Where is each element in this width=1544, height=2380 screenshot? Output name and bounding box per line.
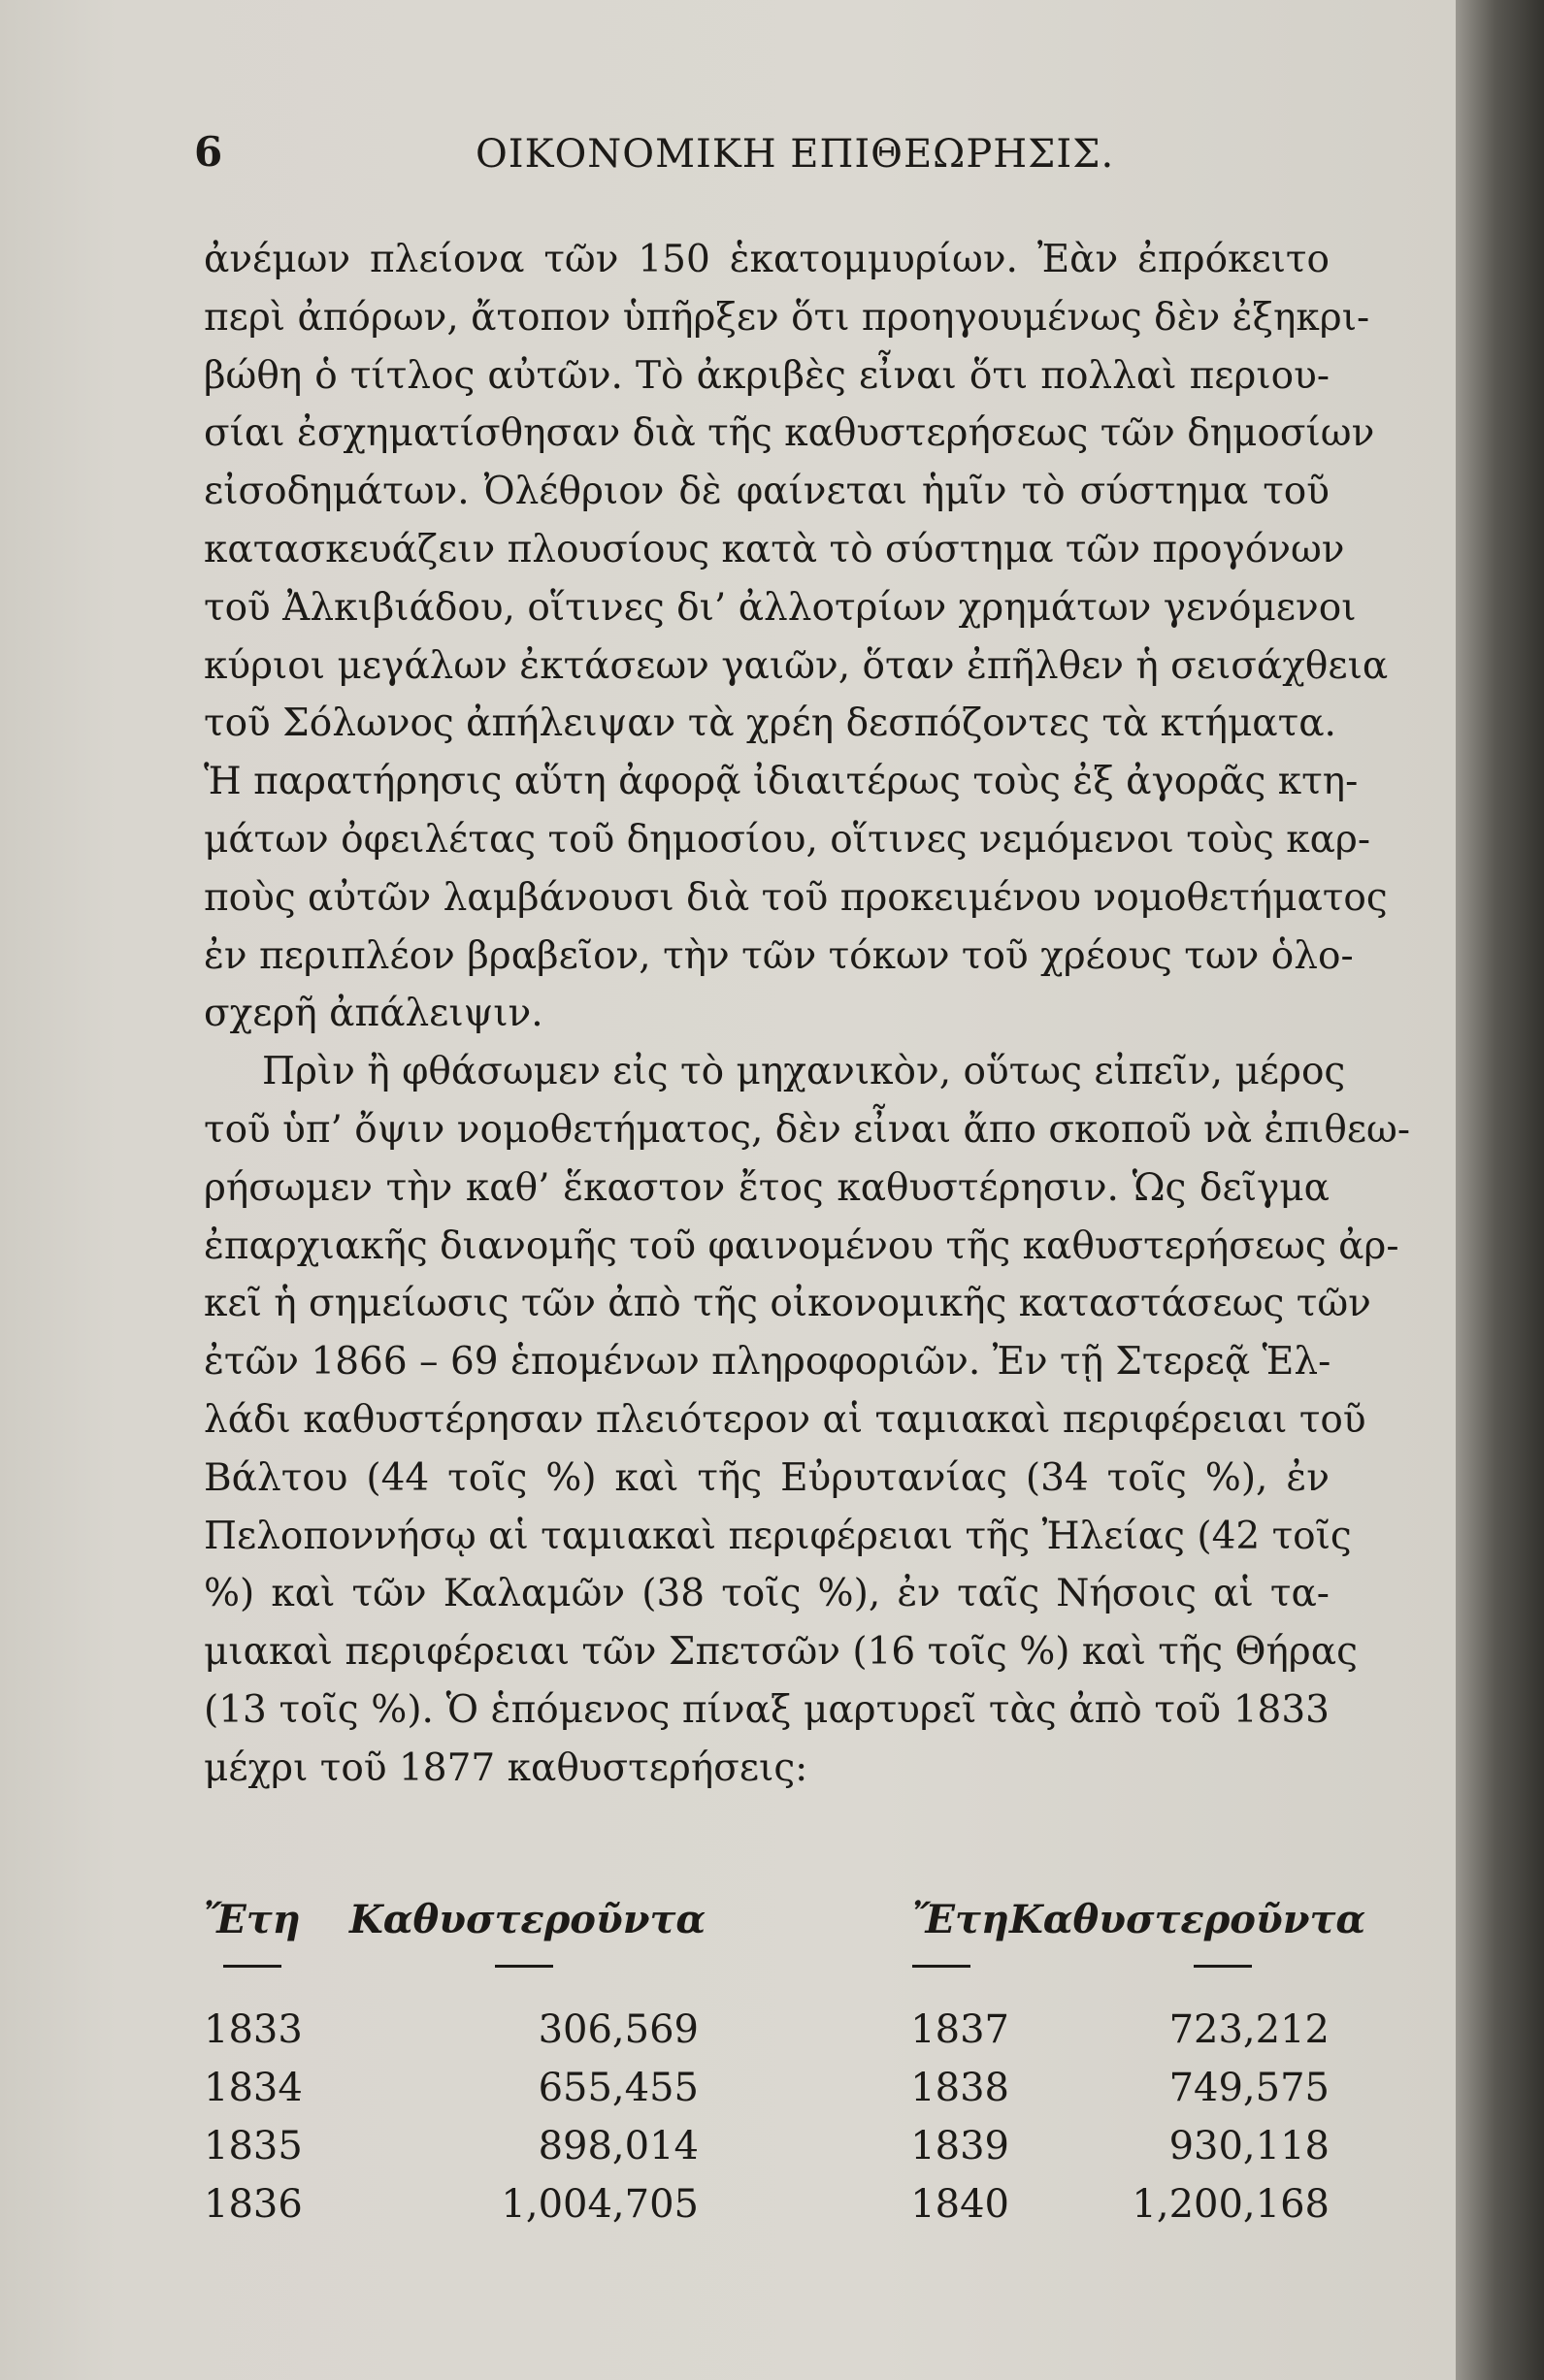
- text-line: μέχρι τοῦ 1877 καθυστερήσεις:: [204, 1745, 808, 1790]
- header-rule: [912, 1965, 970, 1968]
- cell-year: 1836: [204, 2182, 303, 2227]
- header-arrears-2: Καθυστεροῦντα: [1009, 1897, 1366, 1942]
- cell-amount: 1,004,705: [501, 2182, 699, 2227]
- cell-amount: 1,200,168: [1132, 2182, 1330, 2227]
- table-header-row: [204, 1897, 1366, 1955]
- cell-amount: 723,212: [1168, 2007, 1330, 2052]
- text-line: (13 τοῖς %). Ὁ ἑπόμενος πίναξ μαρτυρεῖ τὰς ἀπὸ τοῦ 1833: [204, 1687, 1330, 1732]
- header-arrears-1: Καθυστεροῦντα: [349, 1897, 706, 1942]
- text-line: κατασκευάζειν πλουσίους κατὰ τὸ σύστημα τῶν προγόνων: [204, 527, 1345, 571]
- text-line: εἰσοδημάτων. Ὀλέθριον δὲ φαίνεται ἡμῖν τὸ σύστημα τοῦ: [204, 470, 1330, 514]
- text-line: ἐτῶν 1866 – 69 ἑπομένων πληροφοριῶν. Ἐν τῇ Στερεᾷ Ἑλ-: [204, 1340, 1331, 1385]
- cell-amount: 749,575: [1168, 2066, 1330, 2110]
- header-years-1: Ἔτη: [204, 1897, 301, 1942]
- text-line: Ἡ παρατήρησις αὕτη ἀφορᾷ ἰδιαιτέρως τοὺς ἐξ ἀγορᾶς κτη-: [204, 760, 1359, 804]
- text-line: σίαι ἐσχηματίσθησαν διὰ τῆς καθυστερήσεως τῶν δημοσίων: [204, 411, 1375, 456]
- cell-amount: 306,569: [538, 2007, 699, 2052]
- table-row: [204, 1994, 1330, 2052]
- header-rule: [223, 1965, 281, 1968]
- text-line: ποὺς αὐτῶν λαμβάνουσι διὰ τοῦ προκειμένου νομοθετήματος: [204, 875, 1388, 920]
- text-line: Βάλτου (44 τοῖς %) καὶ τῆς Εὐρυτανίας (34 τοῖς %), ἐν: [204, 1455, 1330, 1500]
- text-line: ρήσωμεν τὴν καθ’ ἕκαστον ἔτος καθυστέρησιν. Ὡς δεῖγμα: [204, 1165, 1330, 1210]
- text-line: ἐν περιπλέον βραβεῖον, τὴν τῶν τόκων τοῦ χρέους των ὁλο-: [204, 933, 1354, 978]
- text-line: μιακαὶ περιφέρειαι τῶν Σπετσῶν (16 τοῖς %) καὶ τῆς Θήρας: [204, 1630, 1358, 1675]
- text-line: λάδι καθυστέρησαν πλειότερον αἱ ταμιακαὶ περιφέρειαι τοῦ: [204, 1397, 1366, 1442]
- body-text: [204, 231, 1411, 1798]
- table-row: [204, 2168, 1330, 2227]
- text-line: περὶ ἀπόρων, ἄτοπον ὑπῆρξεν ὅτι προηγουμένως δὲν ἐξηκρι-: [204, 295, 1370, 340]
- header-years-2: Ἔτη: [912, 1897, 1009, 1942]
- page-header: [194, 128, 1339, 186]
- arrears-table: [204, 1897, 1366, 2227]
- cell-year: 1837: [910, 2007, 1009, 2052]
- book-spine-shadow: [1456, 0, 1544, 2380]
- cell-amount: 930,118: [1168, 2124, 1330, 2168]
- text-line: κύριοι μεγάλων ἐκτάσεων γαιῶν, ὅταν ἐπῆλθεν ἡ σεισάχθεια: [204, 643, 1389, 688]
- cell-year: 1839: [910, 2124, 1009, 2168]
- text-line: βώθη ὁ τίτλος αὐτῶν. Τὸ ἀκριβὲς εἶναι ὅτι πολλαὶ περιου-: [204, 353, 1330, 398]
- cell-year: 1834: [204, 2066, 303, 2110]
- header-rule: [1194, 1965, 1252, 1968]
- cell-year: 1835: [204, 2124, 303, 2168]
- text-line: σχερῆ ἀπάλειψιν.: [204, 992, 543, 1036]
- text-line: Πελοποννήσῳ αἱ ταμιακαὶ περιφέρειαι τῆς Ἠλείας (42 τοῖς: [204, 1514, 1352, 1558]
- text-line: %) καὶ τῶν Καλαμῶν (38 τοῖς %), ἐν ταῖς Νήσοις αἱ τα-: [204, 1572, 1330, 1616]
- text-line: κεῖ ἡ σημείωσις τῶν ἀπὸ τῆς οἰκονομικῆς καταστάσεως τῶν: [204, 1282, 1371, 1326]
- page-number: 6: [194, 128, 223, 176]
- text-line: Πρὶν ἢ φθάσωμεν εἰς τὸ μηχανικὸν, οὕτως εἰπεῖν, μέρος: [262, 1050, 1346, 1094]
- cell-amount: 898,014: [538, 2124, 699, 2168]
- header-rule: [495, 1965, 553, 1968]
- cell-amount: 655,455: [538, 2066, 699, 2110]
- text-line: τοῦ Ἀλκιβιάδου, οἵτινες δι’ ἀλλοτρίων χρημάτων γενόμενοι: [204, 585, 1357, 630]
- header-rules: [204, 1955, 1330, 1994]
- table-row: [204, 2110, 1330, 2168]
- table-row: [204, 2052, 1330, 2110]
- cell-year: 1840: [910, 2182, 1009, 2227]
- text-line: τοῦ ὑπ’ ὄψιν νομοθετήματος, δὲν εἶναι ἄπο σκοποῦ νὰ ἐπιθεω-: [204, 1107, 1411, 1152]
- running-title: ΟΙΚΟΝΟΜΙΚΗ ΕΠΙΘΕΩΡΗΣΙΣ.: [476, 132, 1115, 177]
- text-line: μάτων ὀφειλέτας τοῦ δημοσίου, οἵτινες νεμόμενοι τοὺς καρ-: [204, 817, 1371, 862]
- text-line: τοῦ Σόλωνος ἀπήλειψαν τὰ χρέη δεσπόζοντες τὰ κτήματα.: [204, 701, 1336, 746]
- text-line: ἐπαρχιακῆς διανομῆς τοῦ φαινομένου τῆς καθυστερήσεως ἀρ-: [204, 1223, 1399, 1268]
- text-line: ἀνέμων πλείονα τῶν 150 ἑκατομμυρίων. Ἐὰν ἐπρόκειτο: [204, 238, 1330, 281]
- cell-year: 1838: [910, 2066, 1009, 2110]
- cell-year: 1833: [204, 2007, 303, 2052]
